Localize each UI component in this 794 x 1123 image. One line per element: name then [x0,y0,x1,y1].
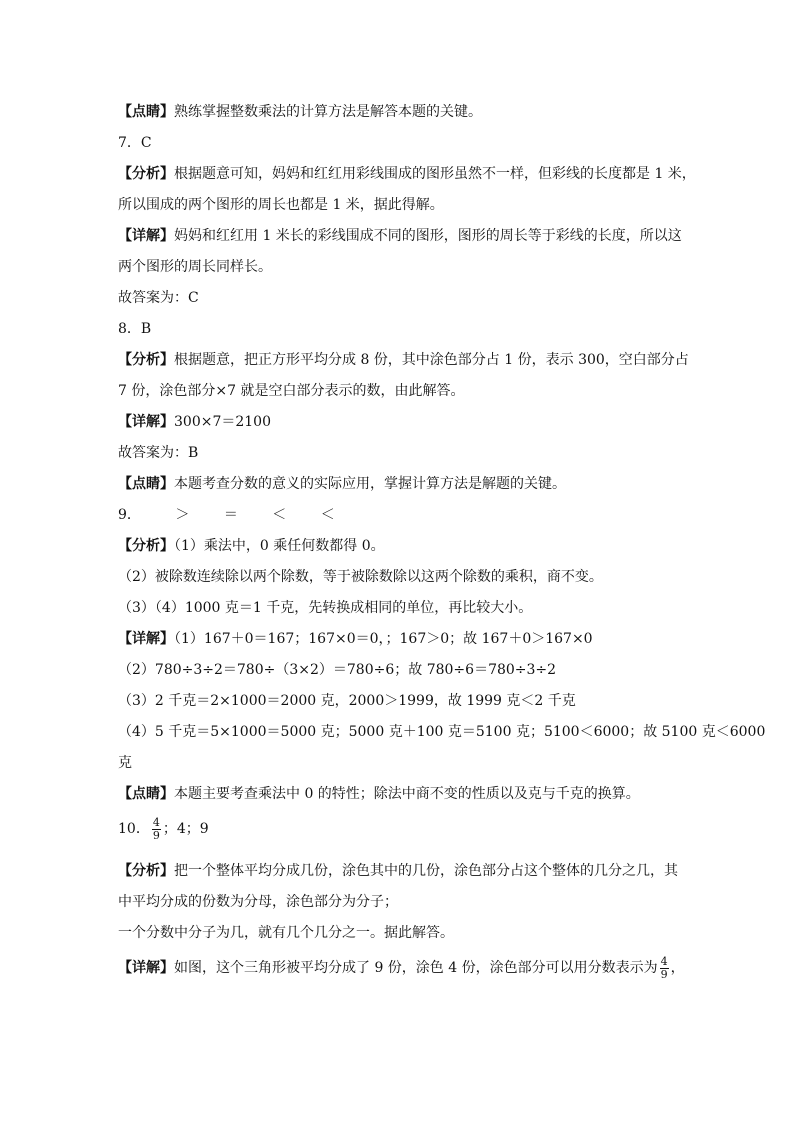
comment-tag: 【点睛】 [118,104,174,120]
comment-text: 熟练掌握整数乘法的计算方法是解答本题的关键。 [174,104,482,120]
detail-text: 妈妈和红红用 1 米长的彩线围成不同的图形，图形的周长等于彩线的长度，所以这 [174,228,682,244]
line-comment-1 [118,103,482,121]
comment-text: 本题考查分数的意义的实际应用，掌握计算方法是解题的关键。 [174,476,566,492]
analysis-continued: 所以围成的两个图形的周长也都是 1 米，据此得解。 [118,197,444,213]
fraction-numerator: 4 [152,815,160,829]
analysis-tag: 【分析】 [118,538,174,554]
question-9-answer [118,506,335,524]
question-10-answer [118,816,209,842]
line-analysis-10 [118,862,678,880]
answer-symbol: ＜ [320,507,335,523]
detail-tag: 【详解】 [118,228,174,244]
fraction-denominator: 9 [152,828,160,842]
fraction [660,956,669,981]
detail-continued: （4）5 千克＝5×1000＝5000 克；5000 克＋100 克＝5100 克；5100＜6000；故 5100 克＜6000 [118,724,766,740]
question-number: 10． [118,821,150,837]
line-detail-10 [118,955,685,981]
question-8-answer: 8．B [118,321,152,337]
fraction-numerator: 4 [660,954,668,968]
detail-tag: 【详解】 [118,414,174,430]
analysis-continued: （3）（4）1000 克＝1 千克，先转换成相同的单位，再比较大小。 [118,600,533,616]
detail-tag: 【详解】 [118,631,174,647]
line-comment-9 [118,785,640,803]
line-detail-7 [118,227,682,245]
detail-text: 300×7＝2100 [174,414,271,430]
comment-tag: 【点睛】 [118,786,174,802]
answer-line-8: 故答案为：B [118,445,199,461]
answer-symbol: ＜ [272,507,287,523]
detail-continued: （2）780÷3÷2＝780÷（3×2）＝780÷6；故 780÷6＝780÷3÷2 [118,662,557,678]
comment-text: 本题主要考查乘法中 0 的特性；除法中商不变的性质以及克与千克的换算。 [174,786,640,802]
analysis-tag: 【分析】 [118,352,174,368]
answer-rest: ；4；9 [162,821,209,837]
line-detail-9 [118,630,593,648]
answer-symbol: ＞ [175,507,190,523]
detail-continued: （3）2 千克＝2×1000＝2000 克，2000＞1999，故 1999 克＜2 千克 [118,693,576,709]
analysis-tag: 【分析】 [118,863,174,879]
analysis-continued: （2）被除数连续除以两个除数，等于被除数除以这两个除数的乘积，商不变。 [118,569,603,585]
fraction-denominator: 9 [660,967,668,981]
answer-line-7: 故答案为：C [118,290,199,306]
detail-continued: 克 [118,755,132,771]
line-analysis-7 [118,165,696,183]
detail-tail: ， [670,960,685,976]
question-7-answer: 7．C [118,135,152,151]
detail-tag: 【详解】 [118,960,174,976]
analysis-tag: 【分析】 [118,166,174,182]
analysis-text: （1）乘法中，0 乘任何数都得 0。 [174,538,385,554]
analysis-text: 根据题意，把正方形平均分成 8 份，其中涂色部分占 1 份，表示 300，空白部分占 [174,352,689,368]
line-detail-8 [118,413,271,431]
analysis-text: 把一个整体平均分成几份，涂色其中的几份，涂色部分占这个整体的几分之几，其 [174,863,678,879]
line-comment-8 [118,475,566,493]
analysis-continued: 中平均分成的份数为分母，涂色部分为分子； [118,894,398,910]
line-analysis-9 [118,537,385,555]
answer-symbol: ＝ [223,507,238,523]
comment-tag: 【点睛】 [118,476,174,492]
analysis-text: 根据题意可知，妈妈和红红用彩线围成的图形虽然不一样，但彩线的长度都是 1 米， [174,166,696,182]
question-number: 9． [118,507,141,523]
detail-continued: 两个图形的周长同样长。 [118,259,272,275]
detail-text: （1）167＋0＝167；167×0＝0，；167＞0；故 167＋0＞167×0 [174,631,593,647]
fraction [152,817,161,842]
analysis-continued: 7 份，涂色部分×7 就是空白部分表示的数，由此解答。 [118,383,465,399]
line-analysis-8 [118,351,689,369]
detail-text: 如图，这个三角形被平均分成了 9 份，涂色 4 份，涂色部分可以用分数表示为 [174,960,658,976]
analysis-continued: 一个分数中分子为几，就有几个几分之一。据此解答。 [118,925,454,941]
